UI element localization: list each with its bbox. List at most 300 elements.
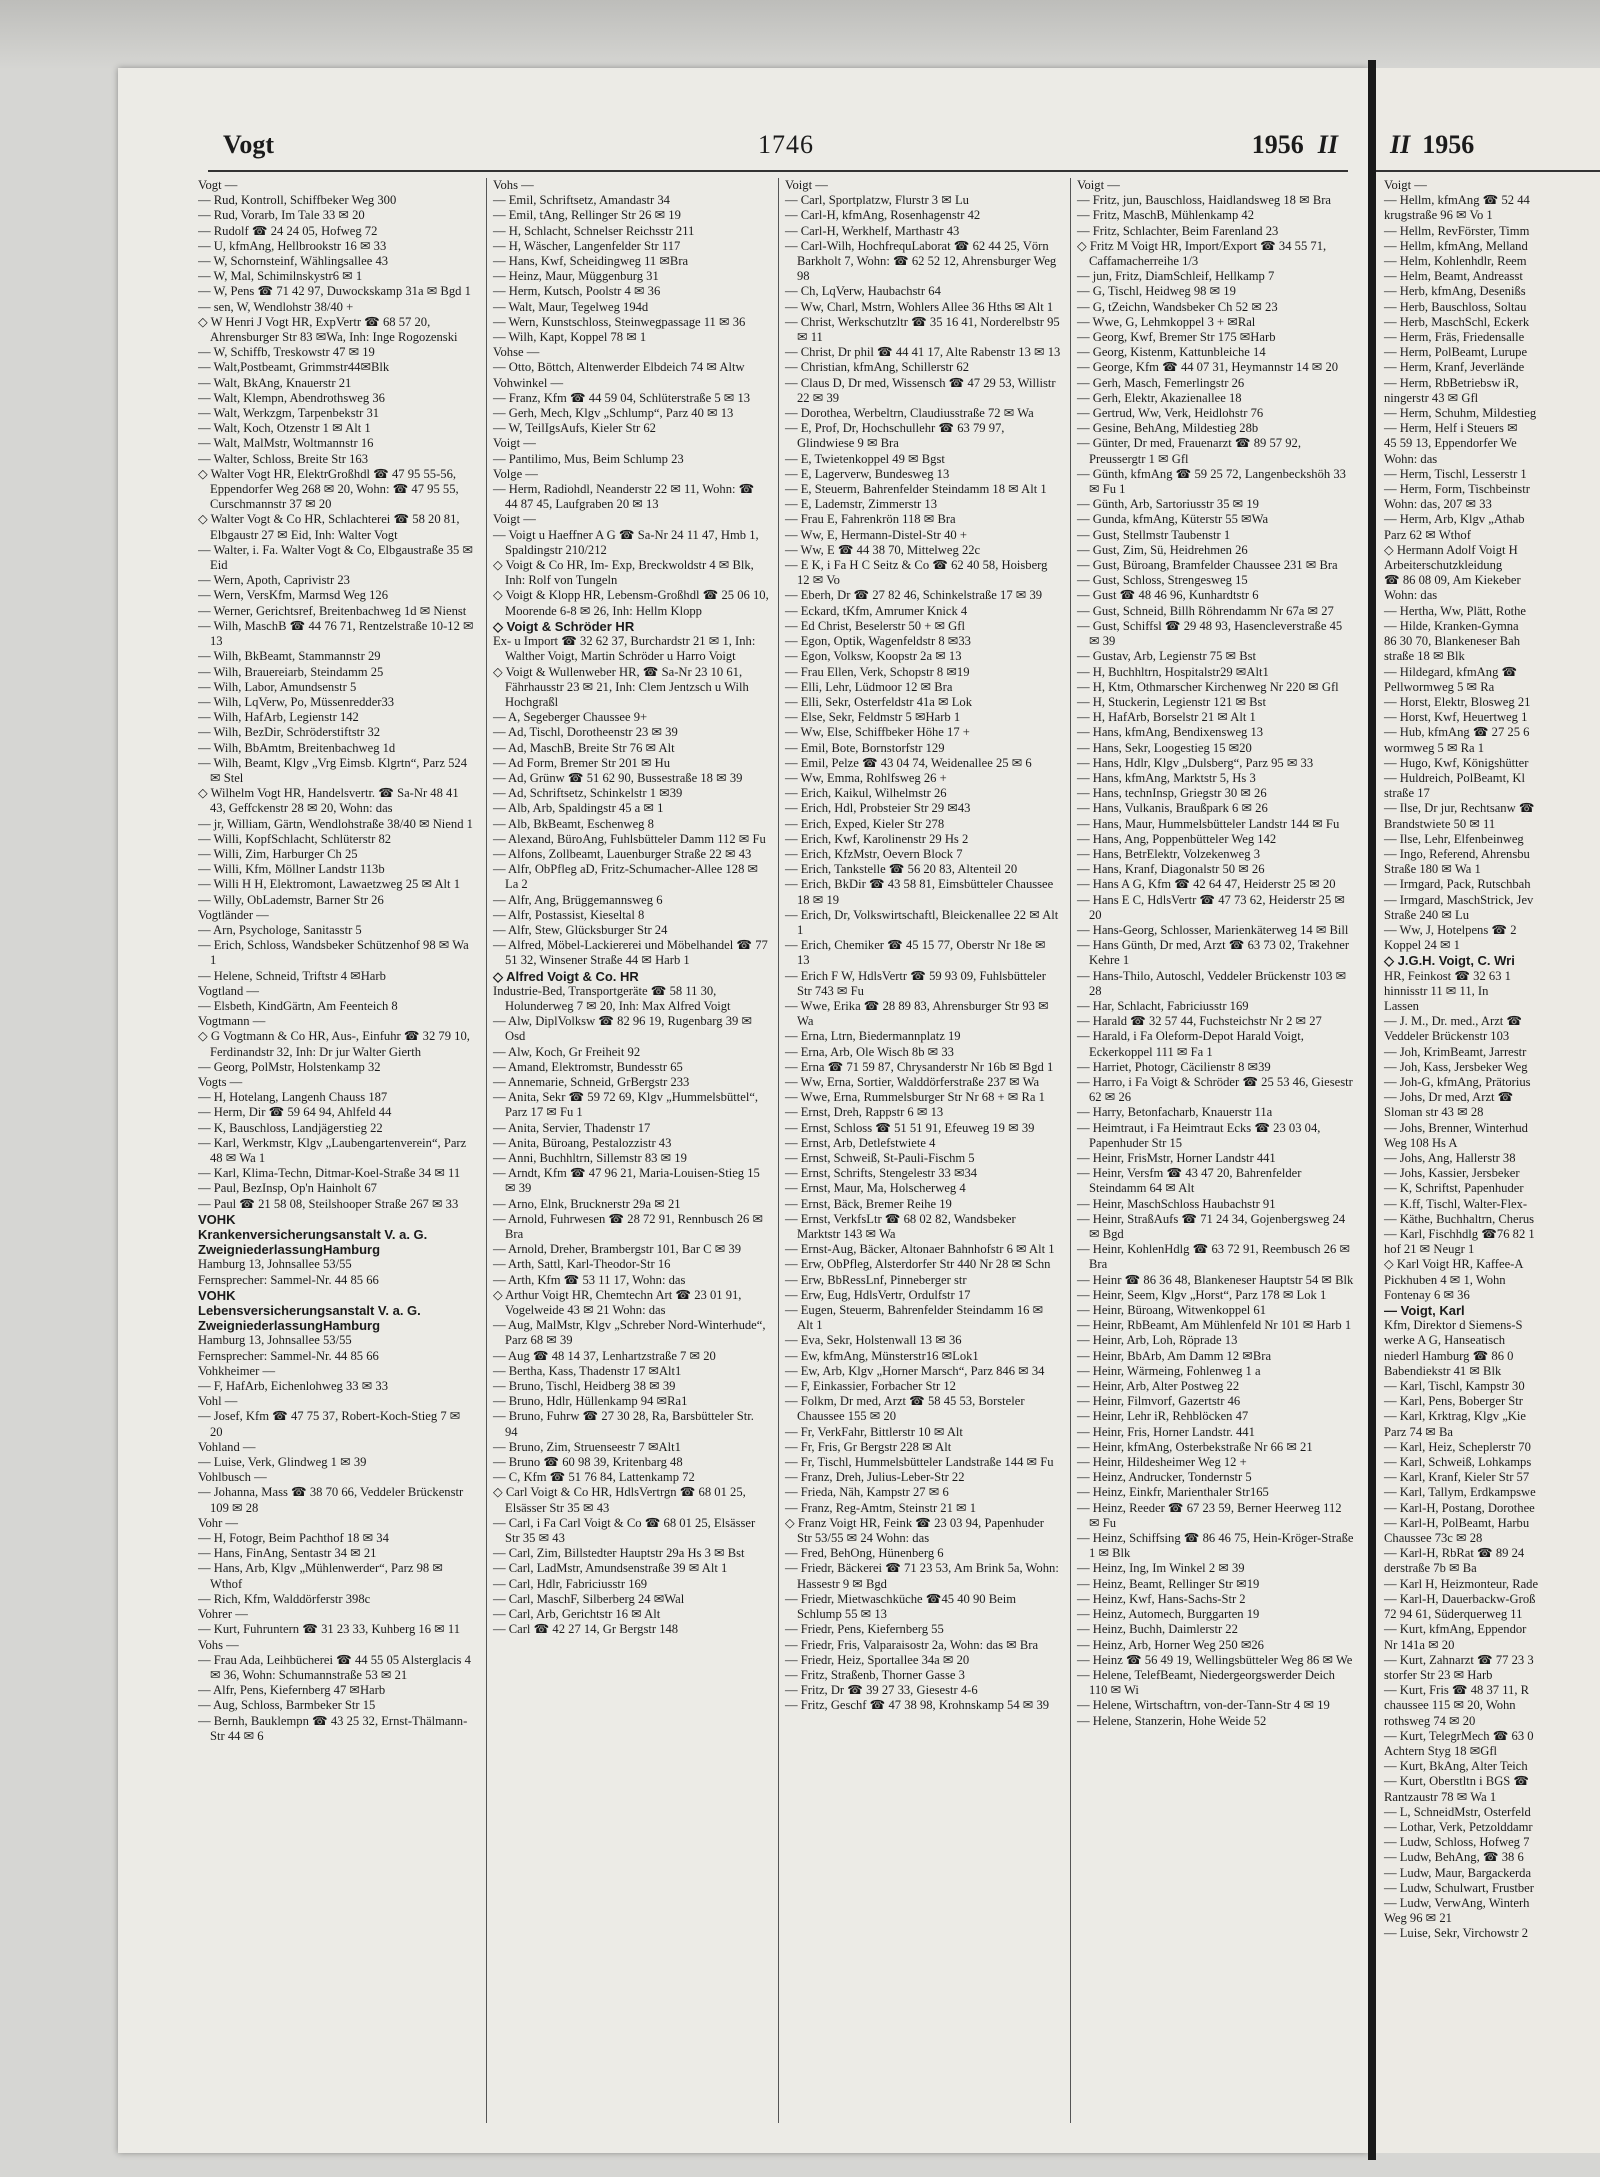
directory-entry: — Herm, Radiohdl, Neanderstr 22 ✉ 11, Wohn: ☎ 44 87 45, Laufgraben 20 ✉ 13 <box>493 482 755 512</box>
directory-entry: — F, Einkassier, Forbacher Str 12 <box>785 1379 956 1394</box>
directory-entry: — Wern, VersKfm, Marmsd Weg 126 <box>198 588 389 603</box>
facing-entry: — Ludw, Maur, Bargackerda <box>1384 1865 1532 1880</box>
directory-entry: ZweigniederlassungHamburg <box>198 1318 381 1334</box>
directory-entry: ◇ Voigt & Klopp HR, Lebensm-Großhdl ☎ 25 06 10, Moorende 6-8 ✉ 26, Inh: Hellm Klopp <box>493 588 769 618</box>
facing-entry: — Karl, Krktrag, Klgv „Kie <box>1384 1409 1526 1424</box>
facing-entry: — Helm, Beamt, Andreasst <box>1384 269 1523 284</box>
directory-entry: — H, Fotogr, Beim Pachthof 18 ✉ 34 <box>198 1531 389 1546</box>
facing-header-rule <box>1376 170 1600 172</box>
directory-entry: — H, HafArb, Borselstr 21 ✉ Alt 1 <box>1077 710 1256 725</box>
facing-entry: — Herm, Tischl, Lesserstr 1 <box>1384 466 1527 481</box>
directory-entry: — Fr, Fris, Gr Bergstr 228 ✉ Alt <box>785 1439 952 1454</box>
directory-entry: — Heinr, MaschSchloss Haubachstr 91 <box>1077 1196 1276 1211</box>
directory-entry: — Georg, PolMstr, Holstenkamp 32 <box>198 1059 381 1074</box>
directory-entry: — Anita, Büroang, Pestalozzistr 43 <box>493 1135 672 1150</box>
directory-entry: — Pantilimo, Mus, Beim Schlump 23 <box>493 451 684 466</box>
directory-entry: — Carl, i Fa Carl Voigt & Co ☎ 68 01 25, Elsässer Str 35 ✉ 43 <box>493 1515 756 1546</box>
directory-entry: — Karl, Werkmstr, Klgv „Laubengartenverein“, Parz 48 ✉ Wa 1 <box>198 1135 467 1165</box>
directory-entry: Voigt — <box>1077 178 1120 192</box>
directory-entry: — Gustav, Arb, Legienstr 75 ✉ Bst <box>1077 649 1257 664</box>
directory-entry: — Christian, kfmAng, Schillerstr 62 <box>785 360 969 375</box>
directory-entry: — K, Bauschloss, Landjägerstieg 22 <box>198 1120 383 1135</box>
facing-entry: — Luise, Sekr, Virchowstr 2 <box>1384 1926 1529 1941</box>
facing-entry: Weg 108 Hs A <box>1384 1135 1458 1150</box>
directory-entry: ZweigniederlassungHamburg <box>198 1242 381 1258</box>
directory-entry: — Carl-H, Werkhelf, Marthastr 43 <box>785 223 960 238</box>
facing-entry: rothsweg 74 ✉ 20 <box>1384 1713 1476 1728</box>
directory-entry: — Hans, FinAng, Sentastr 34 ✉ 21 <box>198 1546 377 1561</box>
directory-entry: — H, Schlacht, Schnelser Reichsstr 211 <box>493 223 695 238</box>
facing-entry: — Helm, Kohlenhdlr, Reem <box>1384 254 1527 269</box>
directory-entry: — Heinr, BbArb, Am Damm 12 ✉Bra <box>1077 1348 1272 1363</box>
facing-entry: — Karl, Kranf, Kieler Str 57 <box>1384 1470 1530 1485</box>
facing-entry: — Hildegard, kfmAng ☎ <box>1384 664 1518 679</box>
directory-entry: — Willi, KopfSchlacht, Schlüterstr 82 <box>198 831 392 846</box>
directory-entry: — Wilh, BbAmtm, Breitenbachweg 1d <box>198 740 396 755</box>
facing-entry: — Ww, J, Hotelpens ☎ 2 <box>1384 922 1517 937</box>
directory-entry: — Heinr, Hildesheimer Weg 12 + <box>1077 1455 1247 1470</box>
facing-column <box>1384 178 1600 1942</box>
directory-entry: — Friedr, Heiz, Sportallee 34a ✉ 20 <box>785 1652 970 1667</box>
facing-entry: 86 30 70, Blankeneser Bah <box>1384 634 1521 649</box>
directory-entry: — E, Lagerverw, Bundesweg 13 <box>785 466 950 481</box>
directory-entry: — Ad, Grünw ☎ 51 62 90, Bussestraße 18 ✉ 39 <box>493 770 743 785</box>
directory-entry: — Helene, Wirtschaftrn, von-der-Tann-Str 4 ✉ 19 <box>1077 1698 1330 1713</box>
facing-entry: straße 17 <box>1384 786 1430 801</box>
facing-entry: — Karl, Fischhdlg ☎76 82 1 <box>1384 1227 1535 1242</box>
facing-entry: — Karl-H, PolBeamt, Harbu <box>1384 1515 1530 1530</box>
directory-entry: — Hans A G, Kfm ☎ 42 64 47, Heiderstr 25 ✉ 20 <box>1077 877 1336 892</box>
facing-entry: — Hilde, Kranken-Gymna <box>1384 618 1519 633</box>
directory-entry: — Dorothea, Werbeltrn, Claudiusstraße 72 ✉ Wa <box>785 406 1034 421</box>
facing-entry: — Joh, Kass, Jersbeker Weg <box>1384 1059 1528 1074</box>
facing-entry: Rantzaustr 78 ✉ Wa 1 <box>1384 1789 1497 1804</box>
directory-entry: — Fred, BehOng, Hünenberg 6 <box>785 1546 944 1561</box>
directory-entry: ◇ Voigt & Co HR, Im- Exp, Breckwoldstr 4 ✉ Blk, Inh: Rolf von Tungeln <box>493 558 754 588</box>
page-volume: II <box>1317 130 1338 159</box>
directory-entry: — Helene, Stanzerin, Hohe Weide 52 <box>1077 1713 1267 1728</box>
directory-entry: — Helene, Schneid, Triftstr 4 ✉Harb <box>198 968 386 983</box>
directory-entry: — Harriet, Photogr, Cäcilienstr 8 ✉39 <box>1077 1059 1271 1074</box>
facing-entry: — Hugo, Kwf, Königshütter <box>1384 755 1529 770</box>
facing-entry: HR, Feinkost ☎ 32 63 1 <box>1384 968 1511 983</box>
facing-entry: Kfm, Direktor d Siemens-S <box>1384 1318 1523 1333</box>
directory-entry: — Harald ☎ 32 57 44, Fuchsteichstr Nr 2 ✉ 27 <box>1077 1014 1322 1029</box>
directory-entry: — H, Stuckerin, Legienstr 121 ✉ Bst <box>1077 694 1266 709</box>
directory-entry: — Heinr, FrisMstr, Horner Landstr 441 <box>1077 1151 1276 1165</box>
directory-entry: — A, Segeberger Chaussee 9+ <box>493 710 648 725</box>
facing-entry: Babendiekstr 41 ✉ Blk <box>1384 1363 1502 1378</box>
directory-entry: — Wilh, Labor, Amundsenstr 5 <box>198 679 357 694</box>
directory-entry: — Gerh, Mech, Klgv „Schlump“, Parz 40 ✉ 13 <box>493 406 734 421</box>
directory-entry: — Wilh, BezDir, Schröderstiftstr 32 <box>198 725 381 740</box>
facing-entry: — Kurt, kfmAng, Eppendor <box>1384 1622 1527 1637</box>
facing-page-year: 1956 <box>1422 130 1475 159</box>
directory-entry: — Erich, KfzMstr, Oevern Block 7 <box>785 846 963 861</box>
facing-entry: — Kurt, BkAng, Alter Teich <box>1384 1759 1528 1774</box>
facing-entry: — Johs, Dr med, Arzt ☎ <box>1384 1090 1514 1105</box>
directory-entry: — Eugen, Steuerm, Bahrenfelder Steindamm 16 ✉ Alt 1 <box>785 1303 1044 1333</box>
directory-entry: — Heinz, Schiffsing ☎ 86 46 75, Hein-Kröger-Straße 1 ✉ Blk <box>1077 1531 1354 1561</box>
directory-entry: — Ernst, Arb, Detlefstwiete 4 <box>785 1135 936 1150</box>
facing-entry: — Karl, Tischl, Kampstr 30 <box>1384 1379 1525 1394</box>
facing-entry: krugstraße 96 ✉ Vo 1 <box>1384 208 1493 223</box>
directory-entry: — Frau Ada, Leihbücherei ☎ 44 55 05 Alsterglacis 4 ✉ 36, Wohn: Schumannstraße 53 ✉ 21 <box>198 1652 471 1682</box>
directory-entry: — Walt, Werkzgm, Tarpenbekstr 31 <box>198 406 380 421</box>
directory-columns <box>198 178 1358 2123</box>
directory-entry: — Hans, Arb, Klgv „Mühlenwerder“, Parz 98 ✉ Wthof <box>198 1561 443 1591</box>
page-number: 1746 <box>758 130 814 159</box>
directory-entry: — Georg, Kwf, Bremer Str 175 ✉Harb <box>1077 330 1276 345</box>
facing-entry: — Ilse, Dr jur, Rechtsanw ☎ <box>1384 801 1535 816</box>
directory-entry: — Heinr, KohlenHdlg ☎ 63 72 91, Reembusch 26 ✉ Bra <box>1077 1242 1351 1272</box>
directory-entry: — Carl, Zim, Billstedter Hauptstr 29a Hs 3 ✉ Bst <box>493 1546 745 1561</box>
directory-entry: — Ww, E, Hermann-Distel-Str 40 + <box>785 527 967 542</box>
directory-entry: Vohrer — <box>198 1607 248 1622</box>
directory-entry: — Alfr, Stew, Glücksburger Str 24 <box>493 922 668 937</box>
facing-entry: — Herm, Kranf, Jeverlände <box>1384 360 1525 375</box>
facing-entry: Straße 180 ✉ Wa 1 <box>1384 862 1481 877</box>
directory-entry: — Hans, Kwf, Scheidingweg 11 ✉Bra <box>493 254 689 269</box>
directory-entry: — Gust, Büroang, Bramfelder Chaussee 231 ✉ Bra <box>1077 558 1338 573</box>
directory-entry: — Bruno, Fuhrw ☎ 27 30 28, Ra, Barsbütteler Str. 94 <box>493 1409 754 1439</box>
directory-entry: — Erw, ObPfleg, Alsterdorfer Str 440 Nr 28 ✉ Schn <box>785 1257 1051 1272</box>
facing-entry: — Hertha, Ww, Plätt, Rothe <box>1384 603 1527 618</box>
directory-entry: — Heinr, Büroang, Witwenkoppel 61 <box>1077 1303 1267 1318</box>
directory-entry: Vohs — <box>198 1637 239 1652</box>
directory-entry: — Ernst, VerkfsLtr ☎ 68 02 82, Wandsbeker Marktstr 143 ✉ Wa <box>785 1211 1016 1242</box>
directory-entry: — Heinz, Automech, Burggarten 19 <box>1077 1607 1260 1622</box>
facing-entry: Straße 240 ✉ Lu <box>1384 907 1470 922</box>
facing-entry: chaussee 115 ✉ 20, Wohn <box>1384 1698 1516 1713</box>
directory-entry: ◇ Alfred Voigt & Co. HR <box>493 968 639 984</box>
directory-entry: — Alfr, Pens, Kiefernberg 47 ✉Harb <box>198 1683 386 1698</box>
directory-entry: — Bertha, Kass, Thadenstr 17 ✉Alt1 <box>493 1363 682 1378</box>
directory-entry: — Walter, Schloss, Breite Str 163 <box>198 451 368 466</box>
facing-entry: Nr 141a ✉ 20 <box>1384 1637 1455 1652</box>
facing-entry: — Ludw, Schulwart, Frustber <box>1384 1880 1534 1895</box>
directory-entry: — Fr, VerkFahr, Bittlerstr 10 ✉ Alt <box>785 1424 963 1439</box>
facing-entry: — Johs, Brenner, Winterhud <box>1384 1120 1528 1135</box>
directory-entry: — Arth, Kfm ☎ 53 11 17, Wohn: das <box>493 1272 686 1287</box>
facing-entry: — Ludw, VerwAng, Winterh <box>1384 1895 1530 1910</box>
facing-entry: — Herm, RbBetriebsw iR, <box>1384 375 1519 390</box>
directory-entry: — jun, Fritz, DiamSchleif, Hellkamp 7 <box>1077 269 1275 284</box>
directory-entry: ◇ Carl Voigt & Co HR, HdlsVertrgn ☎ 68 01 25, Elsässer Str 35 ✉ 43 <box>493 1485 746 1515</box>
directory-entry: — Carl, Arb, Gerichtstr 16 ✉ Alt <box>493 1607 661 1622</box>
directory-entry: — Erich, Schloss, Wandsbeker Schützenhof 98 ✉ Wa 1 <box>198 938 469 968</box>
directory-entry: — W, Pens ☎ 71 42 97, Duwockskamp 31a ✉ Bgd 1 <box>198 284 471 299</box>
directory-entry: — Heinr, Wärmeing, Fohlenweg 1 a <box>1077 1363 1261 1378</box>
directory-entry: — Carl, LadMstr, Amundsenstraße 39 ✉ Alt 1 <box>493 1561 728 1576</box>
directory-entry: — Wilh, HafArb, Legienstr 142 <box>198 710 359 725</box>
facing-entry: Lassen <box>1384 998 1419 1013</box>
directory-entry: — Erich F W, HdlsVertr ☎ 59 93 09, Fuhlsbütteler Str 743 ✉ Fu <box>785 968 1046 998</box>
directory-entry: Vogt — <box>198 178 238 192</box>
directory-entry: — Gunda, kfmAng, Küterstr 55 ✉Wa <box>1077 512 1269 527</box>
directory-entry: — Eckard, tKfm, Amrumer Knick 4 <box>785 603 968 618</box>
directory-entry: — Alfr, Postassist, Kieseltal 8 <box>493 907 645 922</box>
directory-entry: — Hans, technInsp, Griegstr 30 ✉ 26 <box>1077 786 1267 801</box>
directory-entry: — Willi, Zim, Harburger Ch 25 <box>198 846 358 861</box>
header-rule <box>208 170 1348 172</box>
directory-entry: — Heinr, Lehr iR, Rehblöcken 47 <box>1077 1409 1249 1424</box>
facing-entry: Voigt — <box>1384 178 1427 192</box>
directory-entry: — Gust, Schneid, Billh Röhrendamm Nr 67a ✉ 27 <box>1077 603 1334 618</box>
directory-entry: — Erna, Ltrn, Biedermannplatz 19 <box>785 1029 961 1044</box>
facing-entry: — Käthe, Buchhaltrn, Cherus <box>1384 1211 1535 1226</box>
facing-entry: — K.ff, Tischl, Walter-Flex- <box>1384 1196 1528 1211</box>
directory-entry: Vohland — <box>198 1439 256 1454</box>
facing-entry: — J. M., Dr. med., Arzt ☎ <box>1384 1014 1523 1029</box>
facing-entry: — Herm, Arb, Klgv „Athab <box>1384 512 1525 527</box>
directory-entry: — Helene, TelefBeamt, Niedergeorgswerder Deich 110 ✉ Wi <box>1077 1667 1335 1698</box>
directory-entry: — Ad, Tischl, Dorotheenstr 23 ✉ 39 <box>493 725 678 740</box>
facing-entry: — Hub, kfmAng ☎ 27 25 6 <box>1384 725 1530 740</box>
directory-entry: — Elli, Sekr, Osterfeldstr 41a ✉ Lok <box>785 694 973 709</box>
directory-entry: ◇ Arthur Voigt HR, Chemtechn Art ☎ 23 01 91, Vogelweide 43 ✉ 21 Wohn: das <box>493 1287 742 1318</box>
facing-entry: Parz 62 ✉ Wthof <box>1384 527 1471 542</box>
facing-entry: — Karl, Tallym, Erdkampswe <box>1384 1485 1536 1500</box>
facing-entry: — L, SchneidMstr, Osterfeld <box>1384 1804 1531 1819</box>
directory-entry: — Aug ☎ 48 14 37, Lenhartzstraße 7 ✉ 20 <box>493 1348 716 1363</box>
directory-entry: Vohl — <box>198 1394 238 1409</box>
directory-entry: — Friedr, Pens, Kiefernberg 55 <box>785 1622 944 1637</box>
directory-entry: — Ch, LqVerw, Haubachstr 64 <box>785 284 941 299</box>
directory-entry: — Egon, Optik, Wagenfeldstr 8 ✉33 <box>785 634 971 649</box>
directory-entry: — Erich, Hdl, Probsteier Str 29 ✉43 <box>785 801 971 816</box>
directory-entry: — Günth, kfmAng ☎ 59 25 72, Langenbeckshöh 33 ✉ Fu 1 <box>1077 466 1346 497</box>
directory-entry: — Luise, Verk, Glindweg 1 ✉ 39 <box>198 1455 367 1470</box>
facing-entry: — Ingo, Referend, Ahrensbu <box>1384 846 1530 861</box>
directory-entry: — Gerh, Masch, Femerlingstr 26 <box>1077 375 1245 390</box>
directory-entry: — jr, William, Gärtn, Wendlohstraße 38/40 ✉ Niend 1 <box>198 816 473 831</box>
directory-entry: — Hans, Kranf, Diagonalstr 50 ✉ 26 <box>1077 862 1265 877</box>
directory-entry: — G, tZeichn, Wandsbeker Ch 52 ✉ 23 <box>1077 299 1278 314</box>
directory-entry: — E K, i Fa H C Seitz & Co ☎ 62 40 58, Hoisberg 12 ✉ Vo <box>785 558 1048 588</box>
directory-entry: — Voigt u Haeffner A G ☎ Sa-Nr 24 11 47, Hmb 1, Spaldingstr 210/212 <box>493 527 759 557</box>
directory-entry: — Ernst, Schrifts, Stengelestr 33 ✉34 <box>785 1166 978 1181</box>
directory-entry: — sen, W, Wendlohstr 38/40 + <box>198 299 354 314</box>
directory-entry: ◇ W Henri J Vogt HR, ExpVertr ☎ 68 57 20, Ahrensburger Str 83 ✉Wa, Inh: Inge Rogozenski <box>198 314 458 345</box>
directory-entry: Vohse — <box>493 345 540 360</box>
directory-entry: — Wilh, Kapt, Koppel 78 ✉ 1 <box>493 330 647 345</box>
directory-entry: — Erw, BbRessLnf, Pinneberger str <box>785 1272 967 1287</box>
directory-entry: — Ernst, Schweiß, St-Pauli-Fischm 5 <box>785 1151 975 1165</box>
directory-entry: — E, Steuerm, Bahrenfelder Steindamm 18 ✉ Alt 1 <box>785 482 1047 497</box>
directory-entry: — Heinr ☎ 86 36 48, Blankeneser Hauptstr 54 ✉ Blk <box>1077 1272 1354 1287</box>
directory-entry: — Erw, Eug, HdlsVertr, Ordulfstr 17 <box>785 1287 971 1302</box>
column-2 <box>486 178 769 2123</box>
directory-entry: — Annemarie, Schneid, GrBergstr 233 <box>493 1074 690 1089</box>
directory-entry: — Walt, Koch, Otzenstr 1 ✉ Alt 1 <box>198 421 371 436</box>
directory-entry: Vohwinkel — <box>493 375 564 390</box>
directory-entry: — Hans, Hdlr, Klgv „Dulsberg“, Parz 95 ✉ 33 <box>1077 755 1314 770</box>
facing-entry: — Karl-H, Postang, Dorothee <box>1384 1500 1535 1515</box>
directory-entry: — Fritz, jun, Bauschloss, Haidlandsweg 18 ✉ Bra <box>1077 193 1332 208</box>
directory-entry: — Harry, Betonfacharb, Knauerstr 11a <box>1077 1105 1273 1120</box>
directory-entry: — Fritz, Straßenb, Thorner Gasse 3 <box>785 1667 965 1682</box>
directory-entry: — Gerh, Elektr, Akazienallee 18 <box>1077 390 1242 405</box>
facing-entry: — Karl, Heiz, Scheplerstr 70 <box>1384 1439 1531 1454</box>
directory-entry: — Otto, Böttch, Altenwerder Elbdeich 74 ✉ Altw <box>493 360 745 375</box>
directory-entry: — Hans E C, HdlsVertr ☎ 47 73 62, Heiderstr 25 ✉ 20 <box>1077 892 1345 922</box>
directory-entry: — Christ, Werkschutzltr ☎ 35 16 41, Norderelbstr 95 ✉ 11 <box>785 314 1060 345</box>
directory-entry: — Georg, Kistenm, Kattunbleiche 14 <box>1077 345 1266 360</box>
directory-entry: ◇ Fritz M Voigt HR, Import/Export ☎ 34 55 71, Caffamacherreihe 1/3 <box>1077 238 1327 269</box>
directory-entry: — H, Hotelang, Langenh Chauss 187 <box>198 1090 388 1105</box>
directory-entry: — Heinz, Andrucker, Tondernstr 5 <box>1077 1470 1252 1485</box>
facing-entry: 72 94 61, Süderquerweg 11 <box>1384 1607 1523 1622</box>
directory-entry: — Gust, Schiffsl ☎ 29 48 93, Hasencleverstraße 45 ✉ 39 <box>1077 618 1343 649</box>
facing-entry: — Hellm, kfmAng ☎ 52 44 <box>1384 193 1530 208</box>
facing-entry: Wohn: das, 207 ✉ 33 <box>1384 497 1492 512</box>
directory-entry: — Hans, kfmAng, Bendixensweg 13 <box>1077 725 1264 740</box>
directory-entry: — Johanna, Mass ☎ 38 70 66, Veddeler Brückenstr 109 ✉ 28 <box>198 1485 464 1515</box>
directory-entry: VOHK <box>198 1287 236 1303</box>
directory-entry: — Eva, Sekr, Holstenwall 13 ✉ 36 <box>785 1333 962 1348</box>
facing-entry: — Lothar, Verk, Petzolddamr <box>1384 1819 1533 1834</box>
directory-entry: — Ad Form, Bremer Str 201 ✉ Hu <box>493 755 671 770</box>
directory-entry: — Harro, i Fa Voigt & Schröder ☎ 25 53 46, Giesestr 62 ✉ 26 <box>1077 1074 1353 1105</box>
book-gutter <box>1368 60 1376 2160</box>
directory-entry: — Heinr, Fris, Horner Landstr. 441 <box>1077 1424 1255 1439</box>
facing-entry: — Voigt, Karl <box>1384 1303 1465 1319</box>
directory-entry: — Ww, Else, Schiffbeker Höhe 17 + <box>785 725 970 740</box>
directory-entry: — W, Schornsteinf, Wählingsallee 43 <box>198 254 389 269</box>
directory-entry: Vogtland — <box>198 983 259 998</box>
directory-entry: — Hans, BetrElektr, Volzekenweg 3 <box>1077 846 1260 861</box>
directory-entry: — Hans Günth, Dr med, Arzt ☎ 63 73 02, Trakehner Kehre 1 <box>1077 938 1350 968</box>
directory-entry: — Günth, Arb, Sartoriusstr 35 ✉ 19 <box>1077 497 1259 512</box>
directory-entry: — W, Schiffb, Treskowstr 47 ✉ 19 <box>198 345 375 360</box>
directory-entry: — Herm, Kutsch, Poolstr 4 ✉ 36 <box>493 284 661 299</box>
directory-entry: — Emil, tAng, Rellinger Str 26 ✉ 19 <box>493 208 681 223</box>
column-4 <box>1070 178 1355 2123</box>
directory-entry: — Arndt, Kfm ☎ 47 96 21, Maria-Louisen-Stieg 15 ✉ 39 <box>493 1166 760 1196</box>
directory-entry: — Anita, Servier, Thadenstr 17 <box>493 1120 651 1135</box>
facing-entry: Achtern Styg 18 ✉Gfl <box>1384 1743 1498 1758</box>
facing-entry: Koppel 24 ✉ 1 <box>1384 938 1460 953</box>
directory-entry: — H, Wäscher, Langenfelder Str 117 <box>493 238 681 253</box>
facing-entry: Pickhuben 4 ✉ 1, Wohn <box>1384 1272 1506 1287</box>
directory-entry: — Walt, Klempn, Abendrothsweg 36 <box>198 390 385 405</box>
directory-entry: — Elli, Lehr, Lüdmoor 12 ✉ Bra <box>785 679 953 694</box>
directory-entry: Lebensversicherungsanstalt V. a. G. <box>198 1303 421 1319</box>
directory-entry: — Amand, Elektromstr, Bundesstr 65 <box>493 1059 683 1074</box>
directory-entry: — Gust, Stellmstr Taubenstr 1 <box>1077 527 1231 542</box>
facing-entry: — Horst, Elektr, Blosweg 21 <box>1384 694 1531 709</box>
directory-entry: — Alexand, BüroAng, Fuhlsbütteler Damm 112 ✉ Fu <box>493 831 766 846</box>
facing-page-volume: II <box>1390 130 1411 159</box>
directory-entry: — Claus D, Dr med, Wissensch ☎ 47 29 53, Willistr 22 ✉ 39 <box>785 375 1056 405</box>
directory-entry: — Hans, kfmAng, Marktstr 5, Hs 3 <box>1077 770 1256 785</box>
facing-entry: — Karl-H, RbRat ☎ 89 24 <box>1384 1546 1525 1561</box>
facing-entry: — Herm, Fräs, Friedensalle <box>1384 330 1525 345</box>
directory-entry: Ex- u Import ☎ 32 62 37, Burchardstr 21 ✉ 1, Inh: Walther Voigt, Martin Schröder u Harro Voigt <box>493 634 756 664</box>
directory-entry: — Ww, Erna, Sortier, Walddörferstraße 237 ✉ Wa <box>785 1074 1040 1089</box>
directory-entry: — E, Lademstr, Zimmerstr 13 <box>785 497 937 512</box>
facing-entry: — Joh-G, kfmAng, Prätorius <box>1384 1074 1531 1089</box>
directory-entry: — Willy, ObLademstr, Barner Str 26 <box>198 892 384 907</box>
directory-entry: — Wwe, Erna, Rummelsburger Str Nr 68 + ✉ Ra 1 <box>785 1090 1045 1105</box>
directory-entry: — Ew, Arb, Klgv „Horner Marsch“, Parz 846 ✉ 34 <box>785 1363 1045 1378</box>
directory-entry: — Heinr, Filmvorf, Gazertstr 46 <box>1077 1394 1241 1409</box>
page-year: 1956 <box>1251 130 1304 159</box>
directory-entry: — Gesine, BehAng, Mildestieg 28b <box>1077 421 1259 436</box>
facing-entry: — Joh, KrimBeamt, Jarrestr <box>1384 1044 1527 1059</box>
directory-entry: Vogts — <box>198 1074 243 1089</box>
directory-entry: — Friedr, Mietwaschküche ☎45 40 90 Beim Schlump 55 ✉ 13 <box>785 1591 1016 1622</box>
directory-entry: — Heinz, Arb, Horner Weg 250 ✉26 <box>1077 1637 1264 1652</box>
directory-entry: — Arno, Elnk, Brucknerstr 29a ✉ 21 <box>493 1196 681 1211</box>
running-head-name: Vogt <box>223 130 275 159</box>
directory-entry: — Erna ☎ 71 59 87, Chrysanderstr Nr 16b ✉ Bgd 1 <box>785 1059 1054 1074</box>
directory-entry: — Alfons, Zollbeamt, Lauenburger Straße 22 ✉ 43 <box>493 846 752 861</box>
facing-entry: Pellwormweg 5 ✉ Ra <box>1384 679 1495 694</box>
directory-entry: — Ed Christ, Beselerstr 50 + ✉ Gfl <box>785 618 965 633</box>
directory-entry: — Wilh, Beamt, Klgv „Vrg Eimsb. Klgrtn“, Parz 524 ✉ Stel <box>198 755 467 785</box>
facing-entry: — Herb, kfmAng, Desenißs <box>1384 284 1526 299</box>
directory-entry: — Heinr, kfmAng, Osterbekstraße Nr 66 ✉ 21 <box>1077 1439 1313 1454</box>
directory-entry: — Bruno, Hdlr, Hüllenkamp 94 ✉Ra1 <box>493 1394 688 1409</box>
directory-entry: — Frau Ellen, Verk, Schopstr 8 ✉19 <box>785 664 970 679</box>
directory-entry: — Christ, Dr phil ☎ 44 41 17, Alte Rabenstr 13 ✉ 13 <box>785 345 1061 360</box>
directory-entry: — Fritz, Dr ☎ 39 27 33, Giesestr 4-6 <box>785 1683 978 1698</box>
directory-entry: — Werner, Gerichtsref, Breitenbachweg 1d ✉ Nienst <box>198 603 467 618</box>
directory-entry: — E, Prof, Dr, Hochschullehr ☎ 63 79 97, Glindwiese 9 ✉ Bra <box>785 421 1005 451</box>
directory-entry: — Willi H H, Elektromont, Lawaetzweg 25 ✉ Alt 1 <box>198 877 460 892</box>
facing-page-header <box>1390 130 1474 160</box>
facing-entry: werke A G, Hanseatisch <box>1384 1333 1506 1348</box>
directory-entry: — Anni, Buchhltrn, Sillemstr 83 ✉ 19 <box>493 1151 687 1165</box>
directory-entry: — Erich, Exped, Kieler Str 278 <box>785 816 945 831</box>
directory-entry: ◇ Wilhelm Vogt HR, Handelsvertr. ☎ Sa-Nr 48 41 43, Geffckenstr 28 ✉ 20, Wohn: das <box>198 786 459 816</box>
facing-entry: — Herm, Helf i Steuers ✉ <box>1384 421 1518 436</box>
directory-entry: — Wilh, BkBeamt, Stammannstr 29 <box>198 649 381 664</box>
directory-entry: — Heinz ☎ 56 49 19, Wellingsbütteler Weg 86 ✉ We <box>1077 1652 1353 1667</box>
facing-entry: — K, Schriftst, Papenhuder <box>1384 1181 1524 1196</box>
facing-entry: storfer Str 23 ✉ Harb <box>1384 1667 1493 1682</box>
directory-entry: — Wern, Kunstschloss, Steinwegpassage 11 ✉ 36 <box>493 314 746 329</box>
directory-entry: — Wwe, Erika ☎ 28 89 83, Ahrensburger Str 93 ✉ Wa <box>785 998 1049 1029</box>
directory-entry: — Heinr, Seem, Klgv „Horst“, Parz 178 ✉ Lok 1 <box>1077 1287 1327 1302</box>
directory-entry: — Erna, Arb, Ole Wisch 8b ✉ 33 <box>785 1044 954 1059</box>
directory-entry: — Fr, Tischl, Hummelsbütteler Landstraße 144 ✉ Fu <box>785 1455 1054 1470</box>
directory-entry: — Gust, Schloss, Strengesweg 15 <box>1077 573 1248 588</box>
directory-entry: — Walter, i. Fa. Walter Vogt & Co, Elbgaustraße 35 ✉ Eid <box>198 542 474 573</box>
facing-entry: — Herm, Schuhm, Mildestieg <box>1384 406 1537 421</box>
directory-entry: Hamburg 13, Johnsallee 53/55 <box>198 1257 352 1272</box>
directory-entry: — Karl, Klima-Techn, Ditmar-Koel-Straße 34 ✉ 11 <box>198 1166 461 1181</box>
facing-entry: ◇ Hermann Adolf Voigt H <box>1384 542 1518 557</box>
facing-entry: — Ludw, Schloss, Hofweg 7 <box>1384 1835 1530 1850</box>
directory-entry: — Kurt, Fuhruntern ☎ 31 23 33, Kuhberg 16 ✉ 11 <box>198 1622 461 1637</box>
directory-entry: Vohkheimer — <box>198 1363 276 1378</box>
facing-entry: — Karl, Schweiß, Lohkamps <box>1384 1455 1532 1470</box>
directory-entry: — Ew, kfmAng, Münsterstr16 ✉Lok1 <box>785 1348 979 1363</box>
directory-entry: — Erich, Chemiker ☎ 45 15 77, Oberstr Nr 18e ✉ 13 <box>785 938 1046 968</box>
directory-entry: — Wern, Apoth, Caprivistr 23 <box>198 573 350 588</box>
facing-entry: — Karl-H, Dauerbackw-Groß <box>1384 1591 1536 1606</box>
directory-entry: Hamburg 13, Johnsallee 53/55 <box>198 1333 352 1348</box>
directory-entry: — Gust ☎ 48 46 96, Kunhardtstr 6 <box>1077 588 1259 603</box>
directory-entry: — Arnold, Dreher, Brambergstr 101, Bar C ✉ 39 <box>493 1242 742 1257</box>
facing-entry: — Kurt, TelegrMech ☎ 63 0 <box>1384 1728 1534 1743</box>
facing-entry: — Ilse, Lehr, Elfenbeinweg <box>1384 831 1524 846</box>
directory-entry: — Frau E, Fahrenkrön 118 ✉ Bra <box>785 512 956 527</box>
facing-entry: — Irmgard, MaschStrick, Jev <box>1384 892 1534 907</box>
